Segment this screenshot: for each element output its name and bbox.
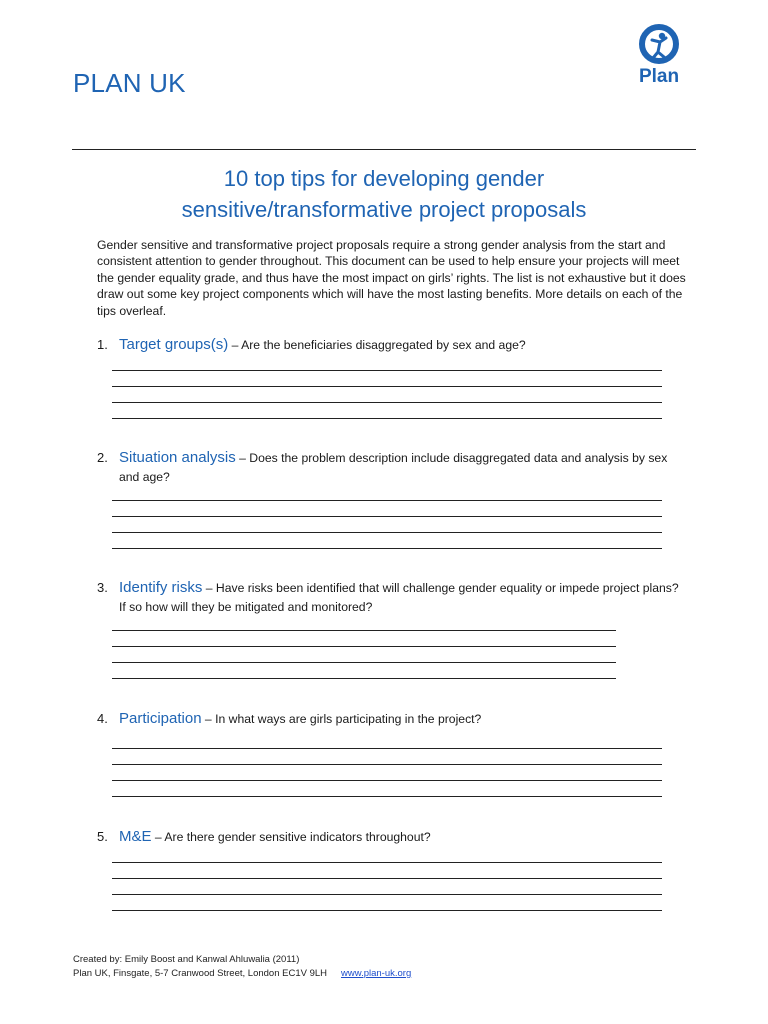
tip-heading: Situation analysis <box>119 449 236 466</box>
answer-line[interactable] <box>112 516 662 517</box>
website-link[interactable]: www.plan-uk.org <box>341 968 412 979</box>
tip-number: 4. <box>97 711 108 726</box>
tip-3 <box>97 578 682 617</box>
answer-line[interactable] <box>112 370 662 371</box>
tip-question: – Have risks been identified that will challenge gender equality or impede project plans? If so how will they be mitigated and monitored? <box>119 581 679 614</box>
tip-number: 3. <box>97 580 108 595</box>
answer-line[interactable] <box>112 646 616 647</box>
tip-heading: M&E <box>119 828 152 845</box>
answer-line[interactable] <box>112 862 662 863</box>
answer-line[interactable] <box>112 894 662 895</box>
footer <box>73 953 411 981</box>
plan-logo-icon <box>626 22 692 68</box>
tip-question: – Are there gender sensitive indicators throughout? <box>151 830 431 844</box>
answer-line[interactable] <box>112 678 616 679</box>
tip-question: – Are the beneficiaries disaggregated by sex and age? <box>228 338 526 352</box>
tip-4 <box>97 709 687 729</box>
answer-line[interactable] <box>112 532 662 533</box>
document-title <box>72 163 696 225</box>
intro-paragraph: Gender sensitive and transformative project proposals require a strong gender analysis from the start and consistent attention to gender throughout. This document can be used to help ensure your projects will meet the gender equality grade, and thus have the most impact on girls’ rights. The list is not exhaustive but it does draw out some key project components which will have the most lasting benefits. More details on each of the tips overleaf. <box>97 238 686 318</box>
tip-1 <box>97 335 687 355</box>
tip-number: 2. <box>97 450 108 465</box>
answer-line[interactable] <box>112 662 616 663</box>
answer-line[interactable] <box>112 418 662 419</box>
answer-line[interactable] <box>112 748 662 749</box>
logo-text: Plan <box>638 66 680 87</box>
tip-question: – In what ways are girls participating in the project? <box>201 712 482 726</box>
answer-line[interactable] <box>112 402 662 403</box>
tip-question: – Does the problem description include disaggregated data and analysis by sex and age? <box>119 451 668 484</box>
title-line-2: sensitive/transformative project proposals <box>181 197 587 222</box>
tip-2 <box>97 448 682 487</box>
org-title: PLAN UK <box>73 68 186 98</box>
footer-credits: Created by: Emily Boost and Kanwal Ahluwalia (2011) <box>73 954 300 965</box>
tip-heading: Target groups(s) <box>119 336 229 353</box>
answer-line[interactable] <box>112 500 662 501</box>
answer-line[interactable] <box>112 630 616 631</box>
footer-address-line <box>73 967 411 981</box>
tip-number: 1. <box>97 337 108 352</box>
answer-line[interactable] <box>112 548 662 549</box>
title-line-1: 10 top tips for developing gender <box>223 166 545 191</box>
tip-heading: Identify risks <box>119 579 203 596</box>
footer-address: Plan UK, Finsgate, 5-7 Cranwood Street, London EC1V 9LH <box>73 968 328 979</box>
tip-number: 5. <box>97 829 108 844</box>
plan-logo <box>626 22 692 94</box>
answer-line[interactable] <box>112 796 662 797</box>
answer-line[interactable] <box>112 764 662 765</box>
answer-line[interactable] <box>112 878 662 879</box>
answer-line[interactable] <box>112 780 662 781</box>
tip-heading: Participation <box>119 710 202 727</box>
answer-line[interactable] <box>112 386 662 387</box>
header-divider <box>72 149 696 150</box>
answer-line[interactable] <box>112 910 662 911</box>
tip-5 <box>97 827 687 847</box>
